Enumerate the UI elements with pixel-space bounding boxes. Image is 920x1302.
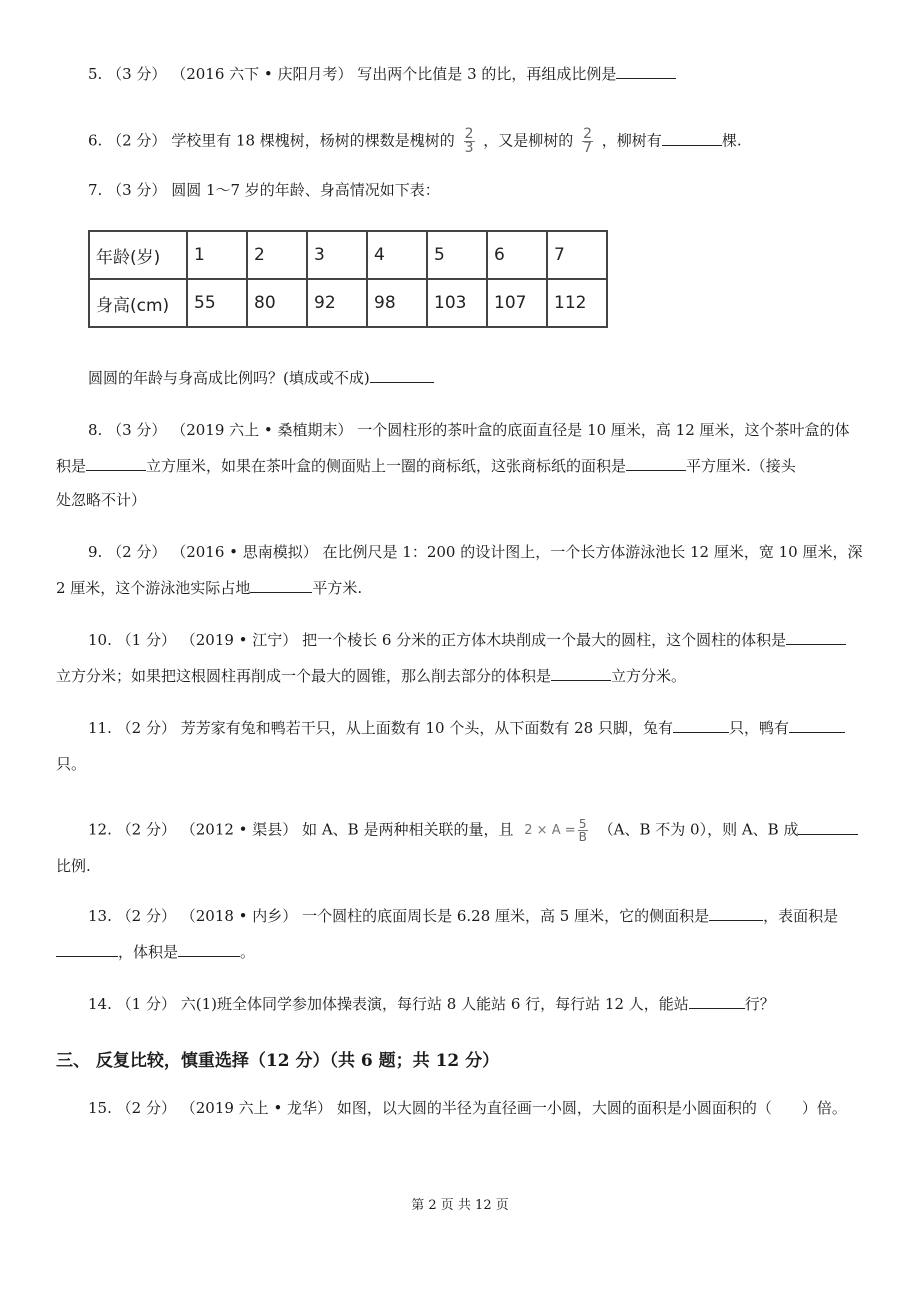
q7-score: （3 分） [107,181,167,199]
question-10-line-2 [56,666,686,686]
question-8 [88,420,850,440]
q5-number: 5. [88,65,103,83]
q12-score: （2 分） [116,820,176,839]
q12-source: （2012 • 渠县） [180,820,298,839]
q10-text-a: 把一个棱长 6 分米的正方体木块削成一个最大的圆柱，这个圆柱的体积是 [302,631,787,649]
q11-answer-blank-2[interactable] [789,718,845,733]
q6-number: 6. [88,131,103,150]
q5-text: 写出两个比值是 3 的比，再组成比例是 [357,65,617,83]
q14-answer-blank[interactable] [689,994,745,1009]
height-cell: 98 [367,279,427,327]
q9-number: 9. [88,543,103,561]
q14-score: （1 分） [116,995,176,1013]
q9-answer-blank[interactable] [250,578,312,593]
q6-fraction-1: $\frac{2}{3}$ [464,126,474,156]
q10-number: 10. [88,631,112,649]
q13-text-a: 一个圆柱的底面周长是 6.28 厘米，高 5 厘米，它的侧面积是 [302,907,710,925]
age-row [89,231,607,279]
q8-text-b: 积是 [56,457,87,475]
q13-source: （2018 • 内乡） [180,907,298,925]
question-11 [88,718,845,738]
q7-followup-text: 圆圆的年龄与身高成比例吗？(填成或不成) [88,369,370,387]
q11-text-c: 只。 [56,755,87,773]
q14-text-a: 六(1)班全体同学参加体操表演，每行站 8 人能站 6 行，每行站 12 人，能站 [180,995,689,1013]
q9-text-a: 在比例尺是 1：200 的设计图上，一个长方体游泳池长 12 厘米，宽 10 厘米，深 [322,543,863,561]
q12-text-a: 如 A、B 是两种相关联的量，且 [302,820,514,839]
q9-score: （2 分） [107,543,167,561]
q12-number: 12. [88,820,112,839]
question-5 [88,64,676,84]
page-footer: 第 2 页 共 12 页 [411,1198,509,1213]
question-8-line-2 [56,456,796,476]
question-12-line-2 [56,856,91,876]
q11-answer-blank-1[interactable] [673,718,729,733]
q13-text-c: ，体积是 [118,943,179,961]
question-13-line-2 [56,942,255,962]
question-6 [88,128,742,155]
q8-text-a: 一个圆柱形的茶叶盒的底面直径是 10 厘米，高 12 厘米，这个茶叶盒的体 [357,421,850,439]
age-cell: 3 [307,231,367,279]
q13-answer-blank-2[interactable] [56,942,118,957]
age-cell: 2 [247,231,307,279]
q8-source: （2019 六上 • 桑植期末） [171,421,353,439]
q15-text: 如图，以大圆的半径为直径画一小圆，大圆的面积是小圆面积的（ ）倍。 [336,1099,847,1117]
q5-source: （2016 六下 • 庆阳月考） [171,65,353,83]
q12-text-c: 比例. [56,857,91,875]
q13-text-b: ，表面积是 [763,907,839,925]
height-cell: 112 [547,279,607,327]
q12-formula: 2 × A = $\frac{5}{B}$ [524,817,587,844]
question-7 [88,180,440,200]
q8-score: （3 分） [107,421,167,439]
q6-text-a: 学校里有 18 棵槐树，杨树的棵数是槐树的 [171,131,455,150]
q6-fraction-2: $\frac{2}{7}$ [583,126,593,156]
age-cell: 4 [367,231,427,279]
q10-score: （1 分） [116,631,176,649]
question-12 [88,818,858,843]
question-7-followup [88,368,434,388]
q6-text-c: ，柳树有 [601,131,662,150]
q15-source: （2019 六上 • 龙华） [180,1099,333,1117]
question-11-line-2 [56,754,86,774]
q11-text-b: 只，鸭有 [728,719,789,737]
q8-answer-blank-1[interactable] [86,456,146,471]
question-8-line-3 [56,490,146,510]
q13-score: （2 分） [116,907,176,925]
q12-text-b: （A、B 不为 0），则 A、B 成 [598,820,799,839]
q7-text: 圆圆 1～7 岁的年龄、身高情况如下表： [171,181,440,199]
question-10 [88,630,846,650]
q11-text-a: 芳芳家有兔和鸭若干只，从上面数有 10 个头，从下面数有 28 只脚，兔有 [180,719,673,737]
height-cell: 107 [487,279,547,327]
q14-text-b: 行？ [744,995,775,1013]
q8-number: 8. [88,421,103,439]
question-9 [88,542,863,562]
q12-answer-blank[interactable] [798,820,858,835]
age-cell: 1 [187,231,247,279]
age-height-table [88,230,608,328]
q7-number: 7. [88,181,103,199]
q10-answer-blank-2[interactable] [551,666,611,681]
q6-text-d: 棵. [721,131,742,150]
q11-number: 11. [88,719,112,737]
q13-answer-blank-3[interactable] [178,942,240,957]
age-header-cell: 年龄(岁) [89,231,187,279]
q13-number: 13. [88,907,112,925]
question-15 [88,1098,847,1118]
height-cell: 80 [247,279,307,327]
q8-text-c: 立方厘米，如果在茶叶盒的侧面贴上一圈的商标纸，这张商标纸的面积是 [146,457,627,475]
height-cell: 55 [187,279,247,327]
q10-text-c: 立方分米。 [611,667,687,685]
question-9-line-2 [56,578,362,598]
q8-text-d: 平方厘米.（接头 [686,457,796,475]
q5-score: （3 分） [107,65,167,83]
q10-source: （2019 • 江宁） [180,631,298,649]
section-3-heading: 三、 反复比较，慎重选择（12 分）（共 6 题；共 12 分） [56,1051,500,1071]
q15-number: 15. [88,1099,112,1117]
height-cell: 92 [307,279,367,327]
q11-score: （2 分） [116,719,176,737]
q14-number: 14. [88,995,112,1013]
q8-answer-blank-2[interactable] [626,456,686,471]
question-14 [88,994,775,1014]
q6-text-b: ，又是柳树的 [483,131,574,150]
height-header-cell: 身高(cm) [89,279,187,327]
q10-text-b: 立方分米；如果把这根圆柱再削成一个最大的圆锥，那么削去部分的体积是 [56,667,552,685]
height-row [89,279,607,327]
age-cell: 5 [427,231,487,279]
q8-text-e: 处忽略不计） [56,491,147,509]
q10-answer-blank-1[interactable] [786,630,846,645]
question-13 [88,906,838,926]
q9-text-b: 2 厘米，这个游泳池实际占地 [56,579,251,597]
q6-answer-blank[interactable] [662,131,722,146]
q9-text-c: 平方米. [312,579,363,597]
q13-text-d: 。 [240,943,256,961]
q15-score: （2 分） [116,1099,176,1117]
q5-answer-blank[interactable] [616,64,676,79]
q13-answer-blank-1[interactable] [709,906,763,921]
q6-score: （2 分） [107,131,167,150]
q7-answer-blank[interactable] [370,368,434,383]
age-cell: 6 [487,231,547,279]
height-cell: 103 [427,279,487,327]
q9-source: （2016 • 思南模拟） [171,543,318,561]
age-cell: 7 [547,231,607,279]
